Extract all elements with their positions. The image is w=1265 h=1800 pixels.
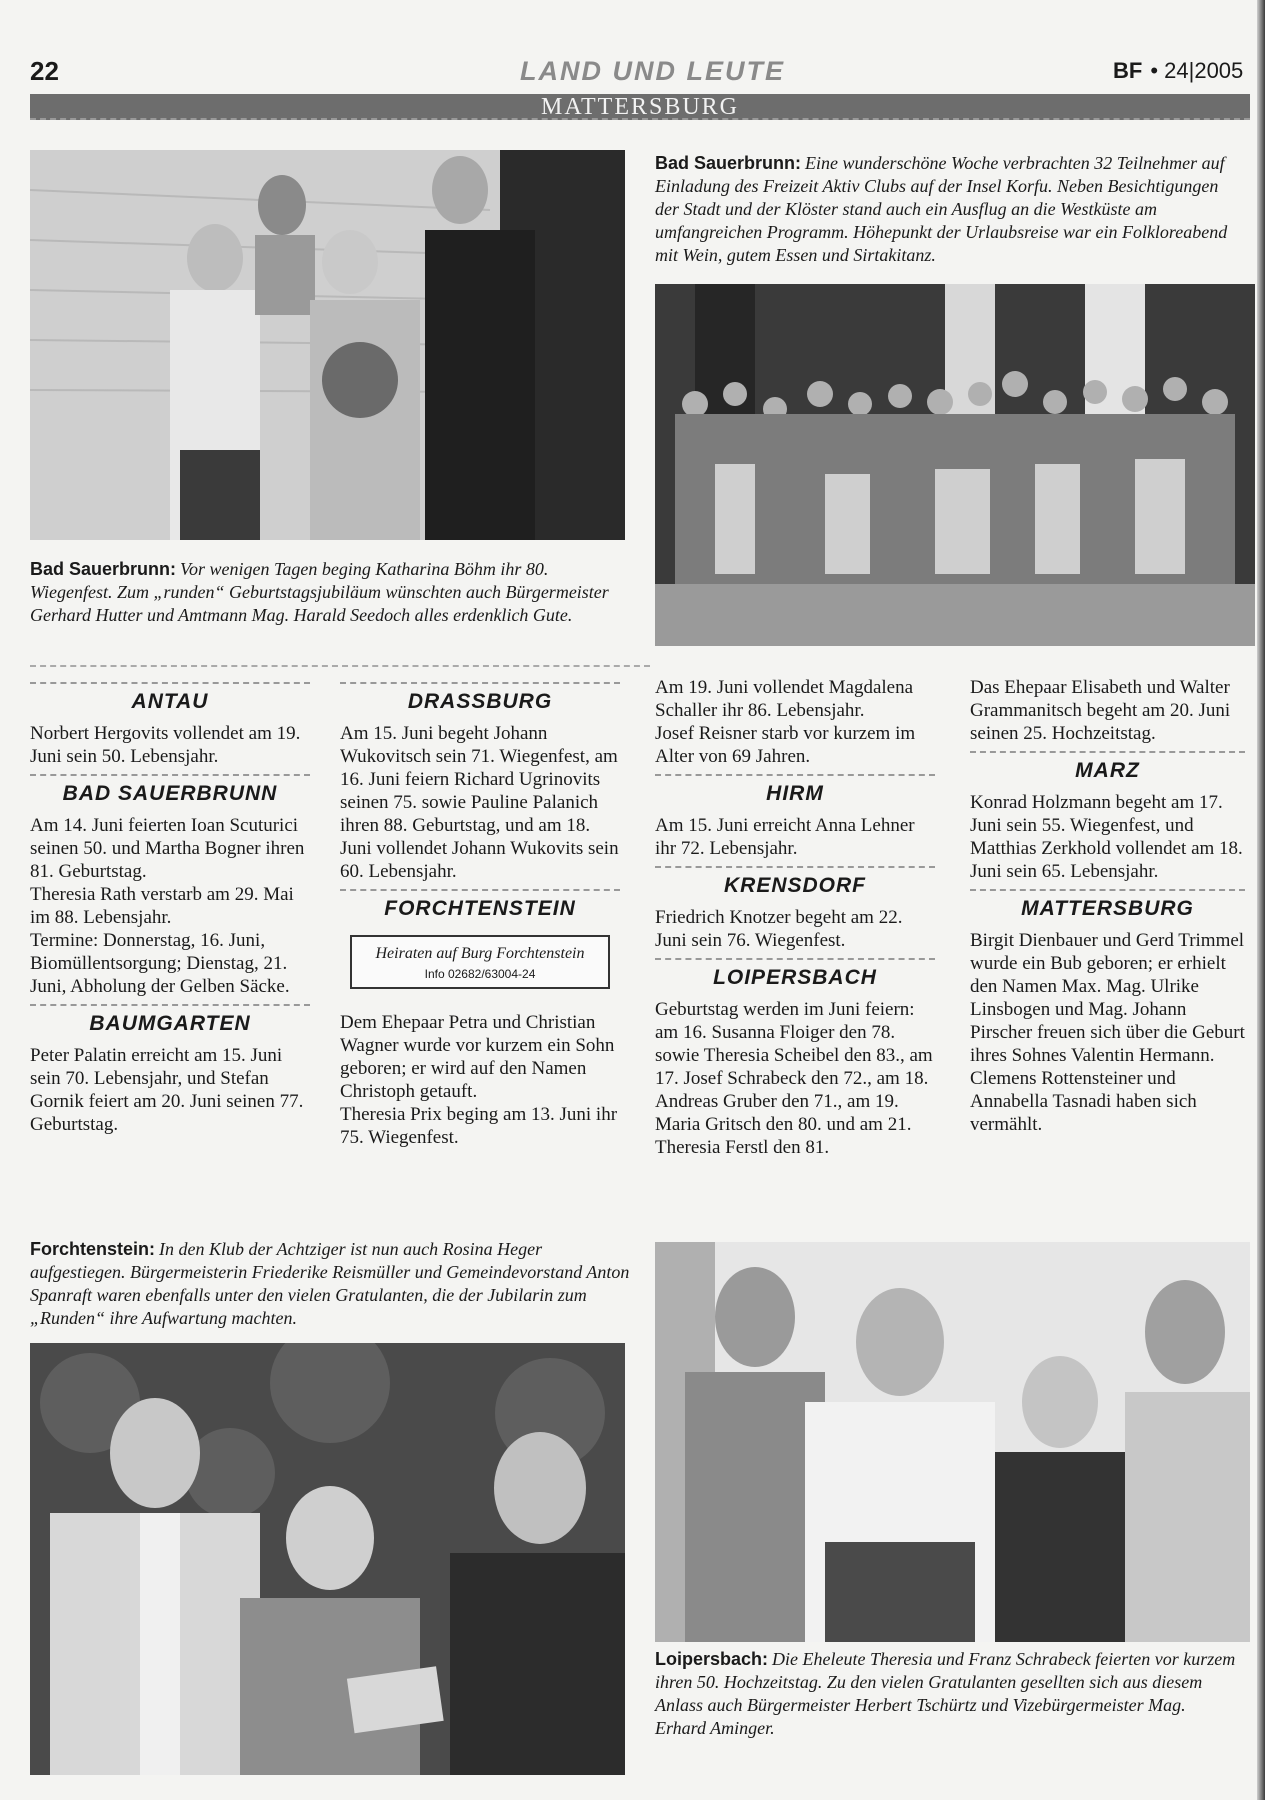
scan-edge-shadow bbox=[1257, 0, 1265, 1800]
caption-text: Vor wenigen Tagen beging Katharina Böhm ihr 80. Wiegenfest. Zum „runden“ Geburtstagsjubiläum wünschten auch Bürgermeister Gerhard Hutter und Amtmann Mag. Harald Seedoch alles erdenklich Gute. bbox=[30, 559, 609, 625]
caption-boehm bbox=[30, 558, 630, 627]
caption-korfu bbox=[655, 152, 1235, 267]
column-1 bbox=[30, 676, 310, 1136]
news-mattersburg: Birgit Dienbauer und Gerd Trimmel wurde ein Bub geboren; er erhielt den Namen Max. Mag. Ulrike Linsbogen und Mag. Johann Pirscher freuen sich über die Geburt ihres Sohnes Valentin Hermann. Clemens Rottensteiner und Annabella Tasnadi haben sich vermählt. bbox=[970, 930, 1245, 1135]
caption-text: In den Klub der Achtziger ist nun auch Rosina Heger aufgestiegen. Bürgermeisterin Friederike Reismüller und Gemeindevorstand Anton Spanraft waren ebenfalls unter den vielen Gratulanten, die der Jubilarin zum „Runden“ ihre Aufwartung machten. bbox=[30, 1239, 630, 1328]
photo-heger-birthday bbox=[30, 1343, 625, 1775]
news-marz: Konrad Holzmann begeht am 17. Juni sein 55. Wiegenfest, und Matthias Zerkhold vollendet am 18. Juni sein 65. Lebensjahr. bbox=[970, 792, 1243, 882]
caption-schrabeck bbox=[655, 1648, 1240, 1740]
column-4 bbox=[970, 676, 1245, 1136]
publication-info bbox=[1113, 58, 1243, 84]
news-bad-sauerbrunn-2: Theresia Rath verstarb am 29. Mai im 88. Lebensjahr. bbox=[30, 884, 294, 928]
ad-info: Info 02682/63004-24 bbox=[424, 967, 536, 981]
column-3 bbox=[655, 676, 935, 1159]
heading-krensdorf: KRENSDORF bbox=[655, 866, 935, 898]
heading-mattersburg: MATTERSBURG bbox=[970, 889, 1245, 921]
photo-korfu-group bbox=[655, 284, 1255, 646]
news-drassburg: Am 15. Juni begeht Johann Wukovitsch sein 71. Wiegenfest, am 16. Juni feiern Richard Ugrinovits seinen 75. sowie Pauline Palanich ihren 88. Geburtstag, und am 18. Juni vollendet Johann Wukovits sein 60. Lebensjahr. bbox=[340, 723, 619, 882]
brand-name: BF bbox=[1113, 58, 1143, 83]
news-bad-sauerbrunn-1: Am 14. Juni feierten Ioan Scuturici seinen 50. und Martha Bogner ihren 81. Geburtstag. bbox=[30, 815, 305, 882]
heading-baumgarten: BAUMGARTEN bbox=[30, 1004, 310, 1036]
caption-heger bbox=[30, 1238, 630, 1330]
heading-forchtenstein: FORCHTENSTEIN bbox=[340, 889, 620, 921]
region-title: MATTERSBURG bbox=[540, 94, 740, 120]
caption-text: Die Eheleute Theresia und Franz Schrabeck feierten vor kurzem ihren 50. Hochzeitstag. Zu den vielen Gratulanten gesellten sich aus diesem Anlass auch Bürgermeister Herbert Tschürtz und Vizebürgermeister Mag. Erhard Aminger. bbox=[655, 1649, 1236, 1738]
ad-notice-box bbox=[350, 935, 610, 989]
news-bad-sauerbrunn-3: Termine: Donnerstag, 16. Juni, Biomüllentsorgung; Dienstag, 21. Juni, Abholung der Gelben Säcke. bbox=[30, 930, 290, 997]
region-band bbox=[30, 94, 1250, 120]
photo-birthday-group bbox=[30, 150, 625, 540]
news-krensdorf: Friedrich Knotzer begeht am 22. Juni sein 76. Wiegenfest. bbox=[655, 907, 903, 951]
heading-bad-sauerbrunn: BAD SAUERBRUNN bbox=[30, 774, 310, 806]
news-antau: Norbert Hergovits vollendet am 19. Juni sein 50. Lebensjahr. bbox=[30, 723, 301, 767]
ad-title: Heiraten auf Burg Forchtenstein bbox=[375, 945, 585, 962]
divider bbox=[30, 665, 650, 667]
news-baumgarten: Peter Palatin erreicht am 15. Juni sein 70. Lebensjahr, und Stefan Gornik feiert am 20. Juni seinen 77. Geburtstag. bbox=[30, 1045, 304, 1135]
caption-text: Eine wunderschöne Woche verbrachten 32 Teilnehmer auf Einladung des Freizeit Aktiv Clubs auf der Insel Korfu. Neben Besichtigungen der Stadt und der Klöster stand auch ein Ausflug an die Westküste am umfangreichen Programm. Höhepunkt der Urlaubsreise war ein Folkloreabend mit Wein, gutem Essen und Sirtakitanz. bbox=[655, 153, 1228, 265]
photo-schrabeck-anniversary bbox=[655, 1242, 1250, 1642]
caption-place: Loipersbach: bbox=[655, 1649, 769, 1669]
section-title: LAND UND LEUTE bbox=[520, 56, 785, 86]
heading-drassburg: DRASSBURG bbox=[340, 682, 620, 714]
caption-place: Bad Sauerbrunn: bbox=[30, 559, 177, 579]
issue-number: • 24|2005 bbox=[1150, 58, 1244, 83]
heading-antau: ANTAU bbox=[30, 682, 310, 714]
news-hirm: Am 15. Juni erreicht Anna Lehner ihr 72. Lebensjahr. bbox=[655, 815, 915, 859]
column-2 bbox=[340, 676, 620, 1149]
news-forchtenstein-2: Theresia Prix beging am 13. Juni ihr 75. Wiegenfest. bbox=[340, 1104, 618, 1148]
caption-place: Forchtenstein: bbox=[30, 1239, 156, 1259]
heading-marz: MARZ bbox=[970, 751, 1245, 783]
news-continued-1: Am 19. Juni vollendet Magdalena Schaller ihr 86. Lebensjahr. bbox=[655, 677, 914, 721]
news-loipersbach: Geburtstag werden im Juni feiern: am 16. Susanna Floiger den 78. sowie Theresia Scheibel den 83., am 17. Josef Schrabeck den 72., am 18. Andreas Gruber den 71., am 19. Maria Gritsch den 80. und am 21. Theresia Ferstl den 81. bbox=[655, 999, 933, 1158]
heading-hirm: HIRM bbox=[655, 774, 935, 806]
news-continued-2: Josef Reisner starb vor kurzem im Alter von 69 Jahren. bbox=[655, 723, 916, 767]
news-forchtenstein-1: Dem Ehepaar Petra und Christian Wagner wurde vor kurzem ein Sohn geboren; er wird auf den Namen Christoph getauft. bbox=[340, 1012, 615, 1102]
heading-loipersbach: LOIPERSBACH bbox=[655, 958, 935, 990]
caption-place: Bad Sauerbrunn: bbox=[655, 153, 802, 173]
page-number: 22 bbox=[30, 56, 59, 86]
news-continued-3: Das Ehepaar Elisabeth und Walter Grammanitsch begeht am 20. Juni seinen 25. Hochzeitstag. bbox=[970, 677, 1231, 744]
